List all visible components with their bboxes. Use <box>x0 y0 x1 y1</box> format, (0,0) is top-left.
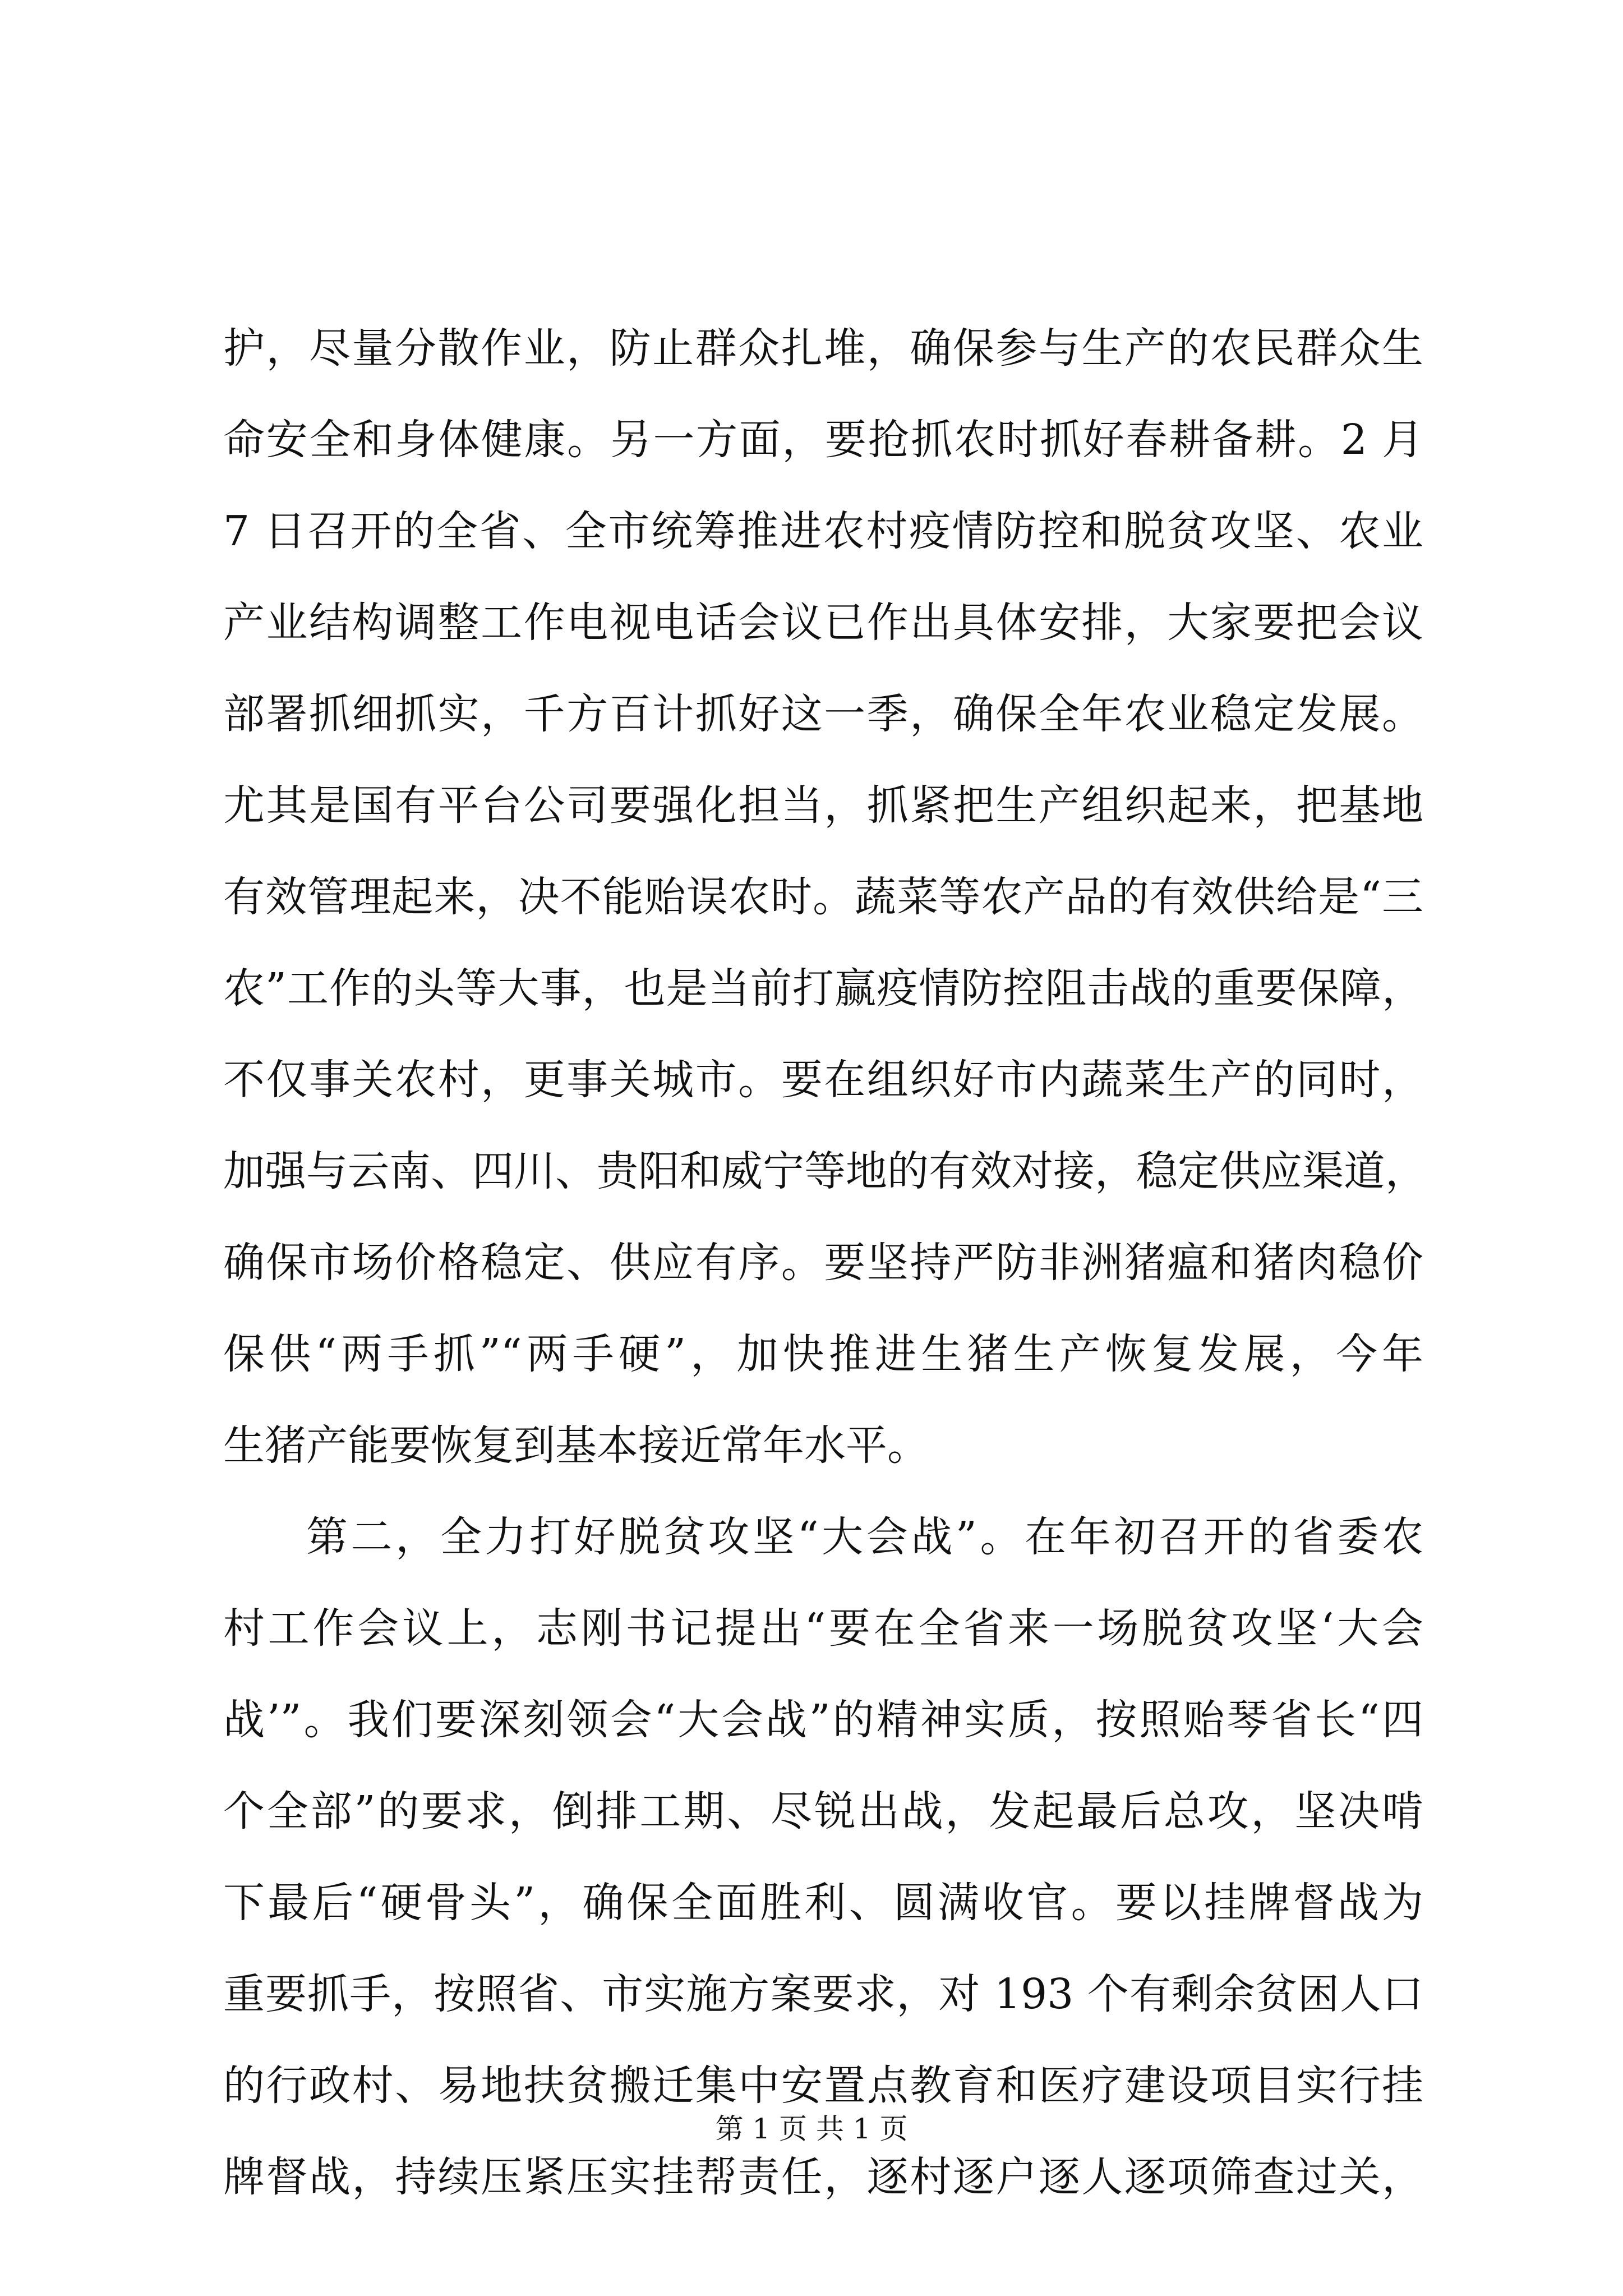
paragraph-end-line: 生猪产能要恢复到基本接近常年水平。 <box>223 1421 929 1470</box>
text-line: 牌督战，持续压紧压实挂帮责任，逐村逐户逐人逐项筛查过关， <box>223 2153 1423 2201</box>
text-line: 护，尽量分散作业，防止群众扎堆，确保参与生产的农民群众生 <box>223 324 1423 372</box>
text-line: 下最后“硬骨头”，确保全面胜利、圆满收官。要以挂牌督战为 <box>223 1879 1423 1927</box>
text-line: 个全部”的要求，倒排工期、尽锐出战，发起最后总攻，坚决啃 <box>223 1787 1423 1835</box>
text-line: 确保市场价格稳定、供应有序。要坚持严防非洲猪瘟和猪肉稳价 <box>223 1239 1423 1287</box>
body-text <box>223 303 1427 2223</box>
paragraph-start-line: 第二，全力打好脱贫攻坚“大会战”。在年初召开的省委农 <box>306 1513 1423 1561</box>
text-line: 不仅事关农村，更事关城市。要在组织好市内蔬菜生产的同时， <box>223 1056 1423 1104</box>
text-line: 命安全和身体健康。另一方面，要抢抓农时抓好春耕备耕。2 月 <box>223 416 1423 464</box>
text-line: 有效管理起来，决不能贻误农时。蔬菜等农产品的有效供给是“三 <box>223 873 1423 921</box>
text-line: 的行政村、易地扶贫搬迁集中安置点教育和医疗建设项目实行挂 <box>223 2062 1423 2110</box>
text-line: 部署抓细抓实，千方百计抓好这一季，确保全年农业稳定发展。 <box>223 690 1423 738</box>
text-line: 重要抓手，按照省、市实施方案要求，对 193 个有剩余贫困人口 <box>223 1970 1423 2018</box>
text-line: 尤其是国有平台公司要强化担当，抓紧把生产组织起来，把基地 <box>223 781 1423 830</box>
text-line: 战’”。我们要深刻领会“大会战”的精神实质，按照贻琴省长“四 <box>223 1696 1423 1744</box>
text-line: 保供“两手抓”“两手硬”，加快推进生猪生产恢复发展，今年 <box>223 1330 1423 1378</box>
text-line: 加强与云南、四川、贵阳和威宁等地的有效对接，稳定供应渠道， <box>223 1147 1427 1195</box>
text-line: 村工作会议上，志刚书记提出“要在全省来一场脱贫攻坚‘大会 <box>223 1604 1423 1653</box>
page-footer: 第 1 页 共 1 页 <box>715 2113 908 2145</box>
text-line: 农”工作的头等大事，也是当前打赢疫情防控阻击战的重要保障， <box>223 964 1423 1013</box>
text-line: 7 日召开的全省、全市统筹推进农村疫情防控和脱贫攻坚、农业 <box>223 507 1423 555</box>
text-line: 产业结构调整工作电视电话会议已作出具体安排，大家要把会议 <box>223 599 1423 647</box>
